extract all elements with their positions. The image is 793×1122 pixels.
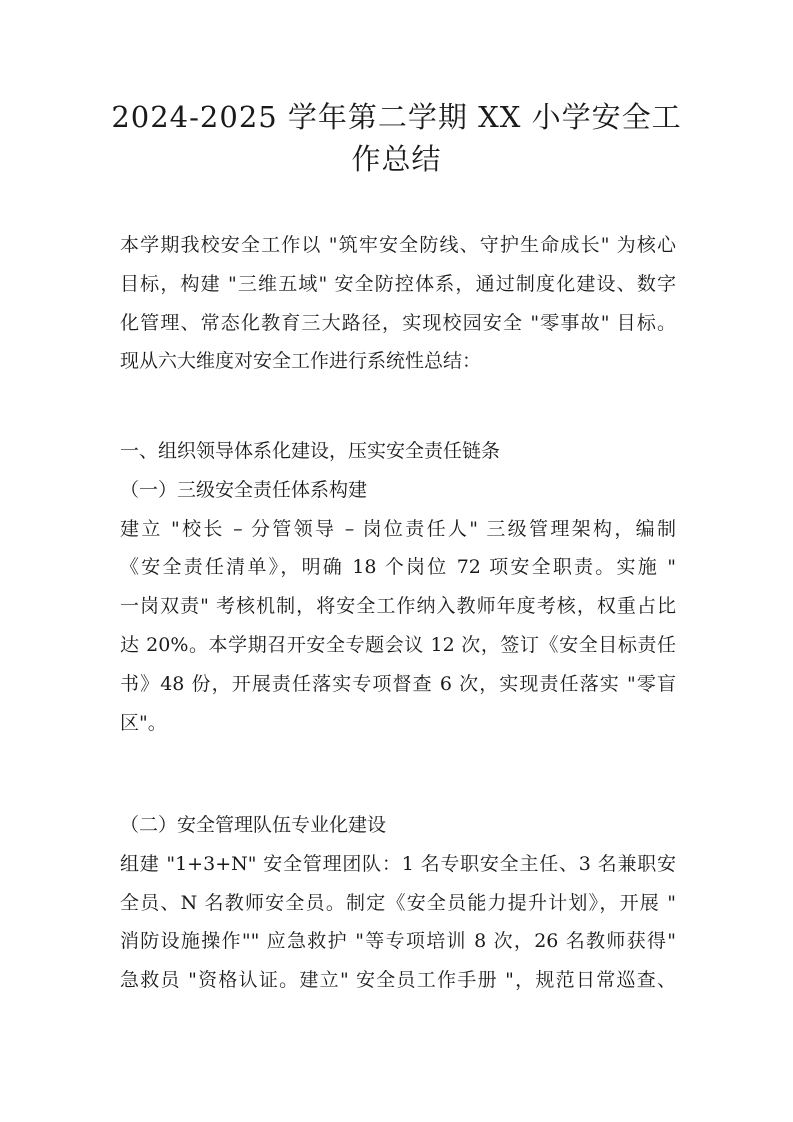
body-line: 全员、N 名教师安全员。制定《安全员能力提升计划》，开展 " <box>120 891 676 914</box>
title-line-1: 2024-2025 学年第二学期 XX 小学安全工 <box>111 100 682 134</box>
intro-line: 本学期我校安全工作以 "筑牢安全防线、守护生命成长" 为核心 <box>120 234 676 256</box>
intro-line: 目标，构建 "三维五域" 安全防控体系，通过制度化建设、数字 <box>120 272 676 295</box>
section-1-heading: 一、组织领导体系化建设，压实安全责任链条 <box>120 440 501 462</box>
intro-line: 现从六大维度对安全工作进行系统性总结： <box>120 350 482 373</box>
body-line: 达 20%。本学期召开安全专题会议 12 次，签订《安全目标责任 <box>120 633 676 656</box>
body-line: 建立 "校长 – 分管领导 – 岗位责任人" 三级管理架构，编制 <box>120 517 676 540</box>
intro-paragraph <box>120 226 676 381</box>
section-1 <box>120 432 676 742</box>
body-line: 急救员 "资格认证。建立" 安全员工作手册 "，规范日常巡查、 <box>120 969 676 992</box>
document-title <box>110 96 683 180</box>
subsection-2 <box>120 806 676 1000</box>
subsection-1-heading: （一）三级安全责任体系构建 <box>120 478 368 501</box>
intro-line: 化管理、常态化教育三大路径，实现校园安全 "零事故" 目标。 <box>120 311 676 334</box>
body-line: 《安全责任清单》，明确 18 个岗位 72 项安全职责。实施 " <box>120 556 676 579</box>
body-line: 消防设施操作"" 应急救护 "等专项培训 8 次，26 名教师获得" <box>120 930 676 953</box>
title-line-2: 作总结 <box>351 142 442 176</box>
body-line: 书》48 份，开展责任落实专项督查 6 次，实现责任落实 "零盲 <box>120 672 676 695</box>
body-line: 组建 "1+3+N" 安全管理团队：1 名专职安全主任、3 名兼职安 <box>120 852 676 875</box>
body-line: 一岗双责" 考核机制，将安全工作纳入教师年度考核，权重占比 <box>120 595 676 618</box>
subsection-2-heading: （二）安全管理队伍专业化建设 <box>120 814 387 836</box>
body-line: 区"。 <box>120 711 167 734</box>
